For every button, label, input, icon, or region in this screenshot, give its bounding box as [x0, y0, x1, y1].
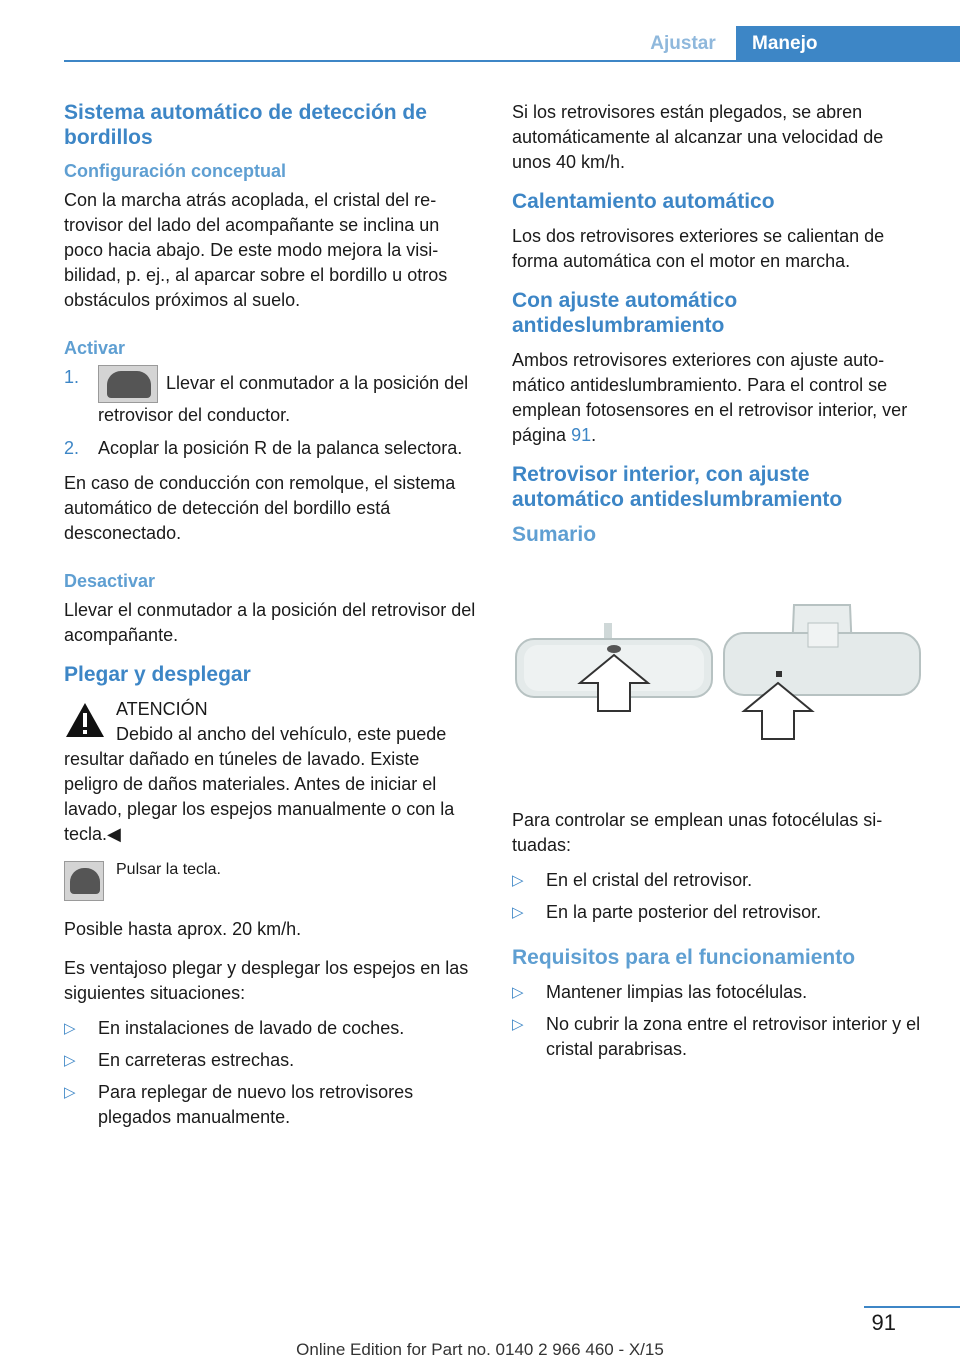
heading-sumario: Sumario: [512, 523, 597, 546]
bullet-icon: ▷: [512, 872, 524, 889]
situaciones-list: [64, 1016, 478, 1130]
heading-activar: Activar: [64, 338, 126, 358]
heading-requisitos: Requisitos para el funcionamiento: [512, 946, 856, 969]
bullet-icon: ▷: [64, 1020, 76, 1037]
footer-edition: Online Edition for Part no. 0140 2 966 460 - X/15: [296, 1340, 664, 1359]
left-column: [64, 100, 478, 1140]
list-item: [64, 365, 478, 428]
paragraph-desactivar: Llevar el conmutador a la posición del retrovisor del acompañante.: [64, 600, 476, 645]
paragraph-plegados: Si los retrovisores están plegados, se abren automáticamente al alcanzar una velocidad de unos 40 km/h.: [512, 102, 884, 172]
list-item: ▷ En el cristal del retrovisor.: [512, 868, 926, 893]
list-item: [64, 436, 478, 461]
list-item: ▷ En la parte posterior del retrovisor.: [512, 900, 926, 925]
heading-plegar: Plegar y desplegar: [64, 663, 251, 686]
warning-title: ATENCIÓN: [116, 699, 208, 719]
bullet-icon: ▷: [512, 984, 524, 1001]
page-number: 91: [871, 1310, 896, 1335]
fotocelulas-list: [512, 868, 926, 925]
bullet-icon: ▷: [512, 1016, 524, 1033]
mirror-back-figure: [724, 605, 920, 739]
heading-retrovisor-interior: Retrovisor interior, con ajuste automático antideslumbramiento: [512, 463, 843, 511]
step-text: Acoplar la posición R de la palanca selectora.: [98, 438, 463, 458]
heading-sistema: Sistema automático de detección de bordillos: [64, 101, 427, 149]
paragraph-posible: Posible hasta aprox. 20 km/h.: [64, 919, 302, 939]
press-text: Pulsar la tecla.: [116, 861, 221, 878]
list-item: ▷ En instalaciones de lavado de coches.: [64, 1016, 478, 1041]
warning-text: Debido al ancho del vehículo, este puede resultar dañado en túneles de lavado. Existe peligro de daños materiales. Antes de iniciar el lavado, plegar los espejos manualmente o con la tecla.◀: [64, 724, 455, 844]
bullet-icon: ▷: [64, 1052, 76, 1069]
mirror-switch-icon: [98, 365, 158, 403]
list-item: ▷ No cubrir la zona entre el retrovisor interior y el cristal parabrisas.: [512, 1014, 921, 1059]
step-number: 2.: [64, 438, 80, 458]
bullet-icon: ▷: [512, 904, 524, 921]
page-link[interactable]: 91: [571, 425, 592, 445]
right-column: [512, 100, 926, 1072]
heading-antideslumbramiento: Con ajuste automático antideslumbramiento: [512, 289, 738, 337]
step-text: Llevar el conmutador a la posición del retrovisor del conductor.: [98, 372, 469, 425]
bullet-icon: ▷: [64, 1084, 76, 1101]
list-item: ▷ Mantener limpias las fotocélulas.: [512, 980, 926, 1005]
heading-configuracion: Configuración conceptual: [64, 161, 287, 181]
activar-steps: [64, 365, 478, 461]
press-row: [64, 861, 478, 903]
warning-icon: [64, 701, 106, 739]
page-number-rule: [864, 1306, 960, 1308]
heading-calentamiento: Calentamiento automático: [512, 190, 775, 213]
mirror-front-figure: [516, 623, 712, 711]
mirror-illustration: [512, 593, 926, 773]
paragraph-calentamiento: Los dos retrovisores exteriores se calientan de forma automática con el motor en marcha.: [512, 226, 885, 271]
requisitos-list: [512, 980, 926, 1062]
list-item: ▷ Para replegar de nuevo los retrovisores plegados manualmente.: [64, 1082, 414, 1127]
fold-button-icon: [64, 861, 104, 901]
heading-desactivar: Desactivar: [64, 571, 156, 591]
tab-ajustar[interactable]: Ajustar: [650, 33, 716, 54]
paragraph-configuracion: Con la marcha atrás acoplada, el cristal del retrovisor del lado del acompañante se inclina un poco hacia abajo. De este modo mejora la visibilidad, p. ej., al aparcar sobre el bordillo u otros obstáculos próximos al suelo.: [64, 190, 448, 310]
tab-manejo[interactable]: Manejo: [736, 26, 960, 62]
paragraph-antideslumbramiento: Ambos retrovisores exteriores con ajuste automático antideslumbramiento. Para el control se emplean fotosensores en el retrovisor interior, ver página 91.: [512, 350, 908, 445]
list-item: ▷ En carreteras estrechas.: [64, 1048, 478, 1073]
step-number: 1.: [64, 367, 80, 387]
paragraph-ventajoso: Es ventajoso plegar y desplegar los espejos en las siguientes situaciones:: [64, 958, 469, 1003]
paragraph-controlar: Para controlar se emplean unas fotocélulas situadas:: [512, 810, 883, 855]
paragraph-remolque: En caso de conducción con remolque, el sistema automático de detección del bordillo está desconectado.: [64, 473, 456, 543]
warning-block: [64, 697, 478, 722]
